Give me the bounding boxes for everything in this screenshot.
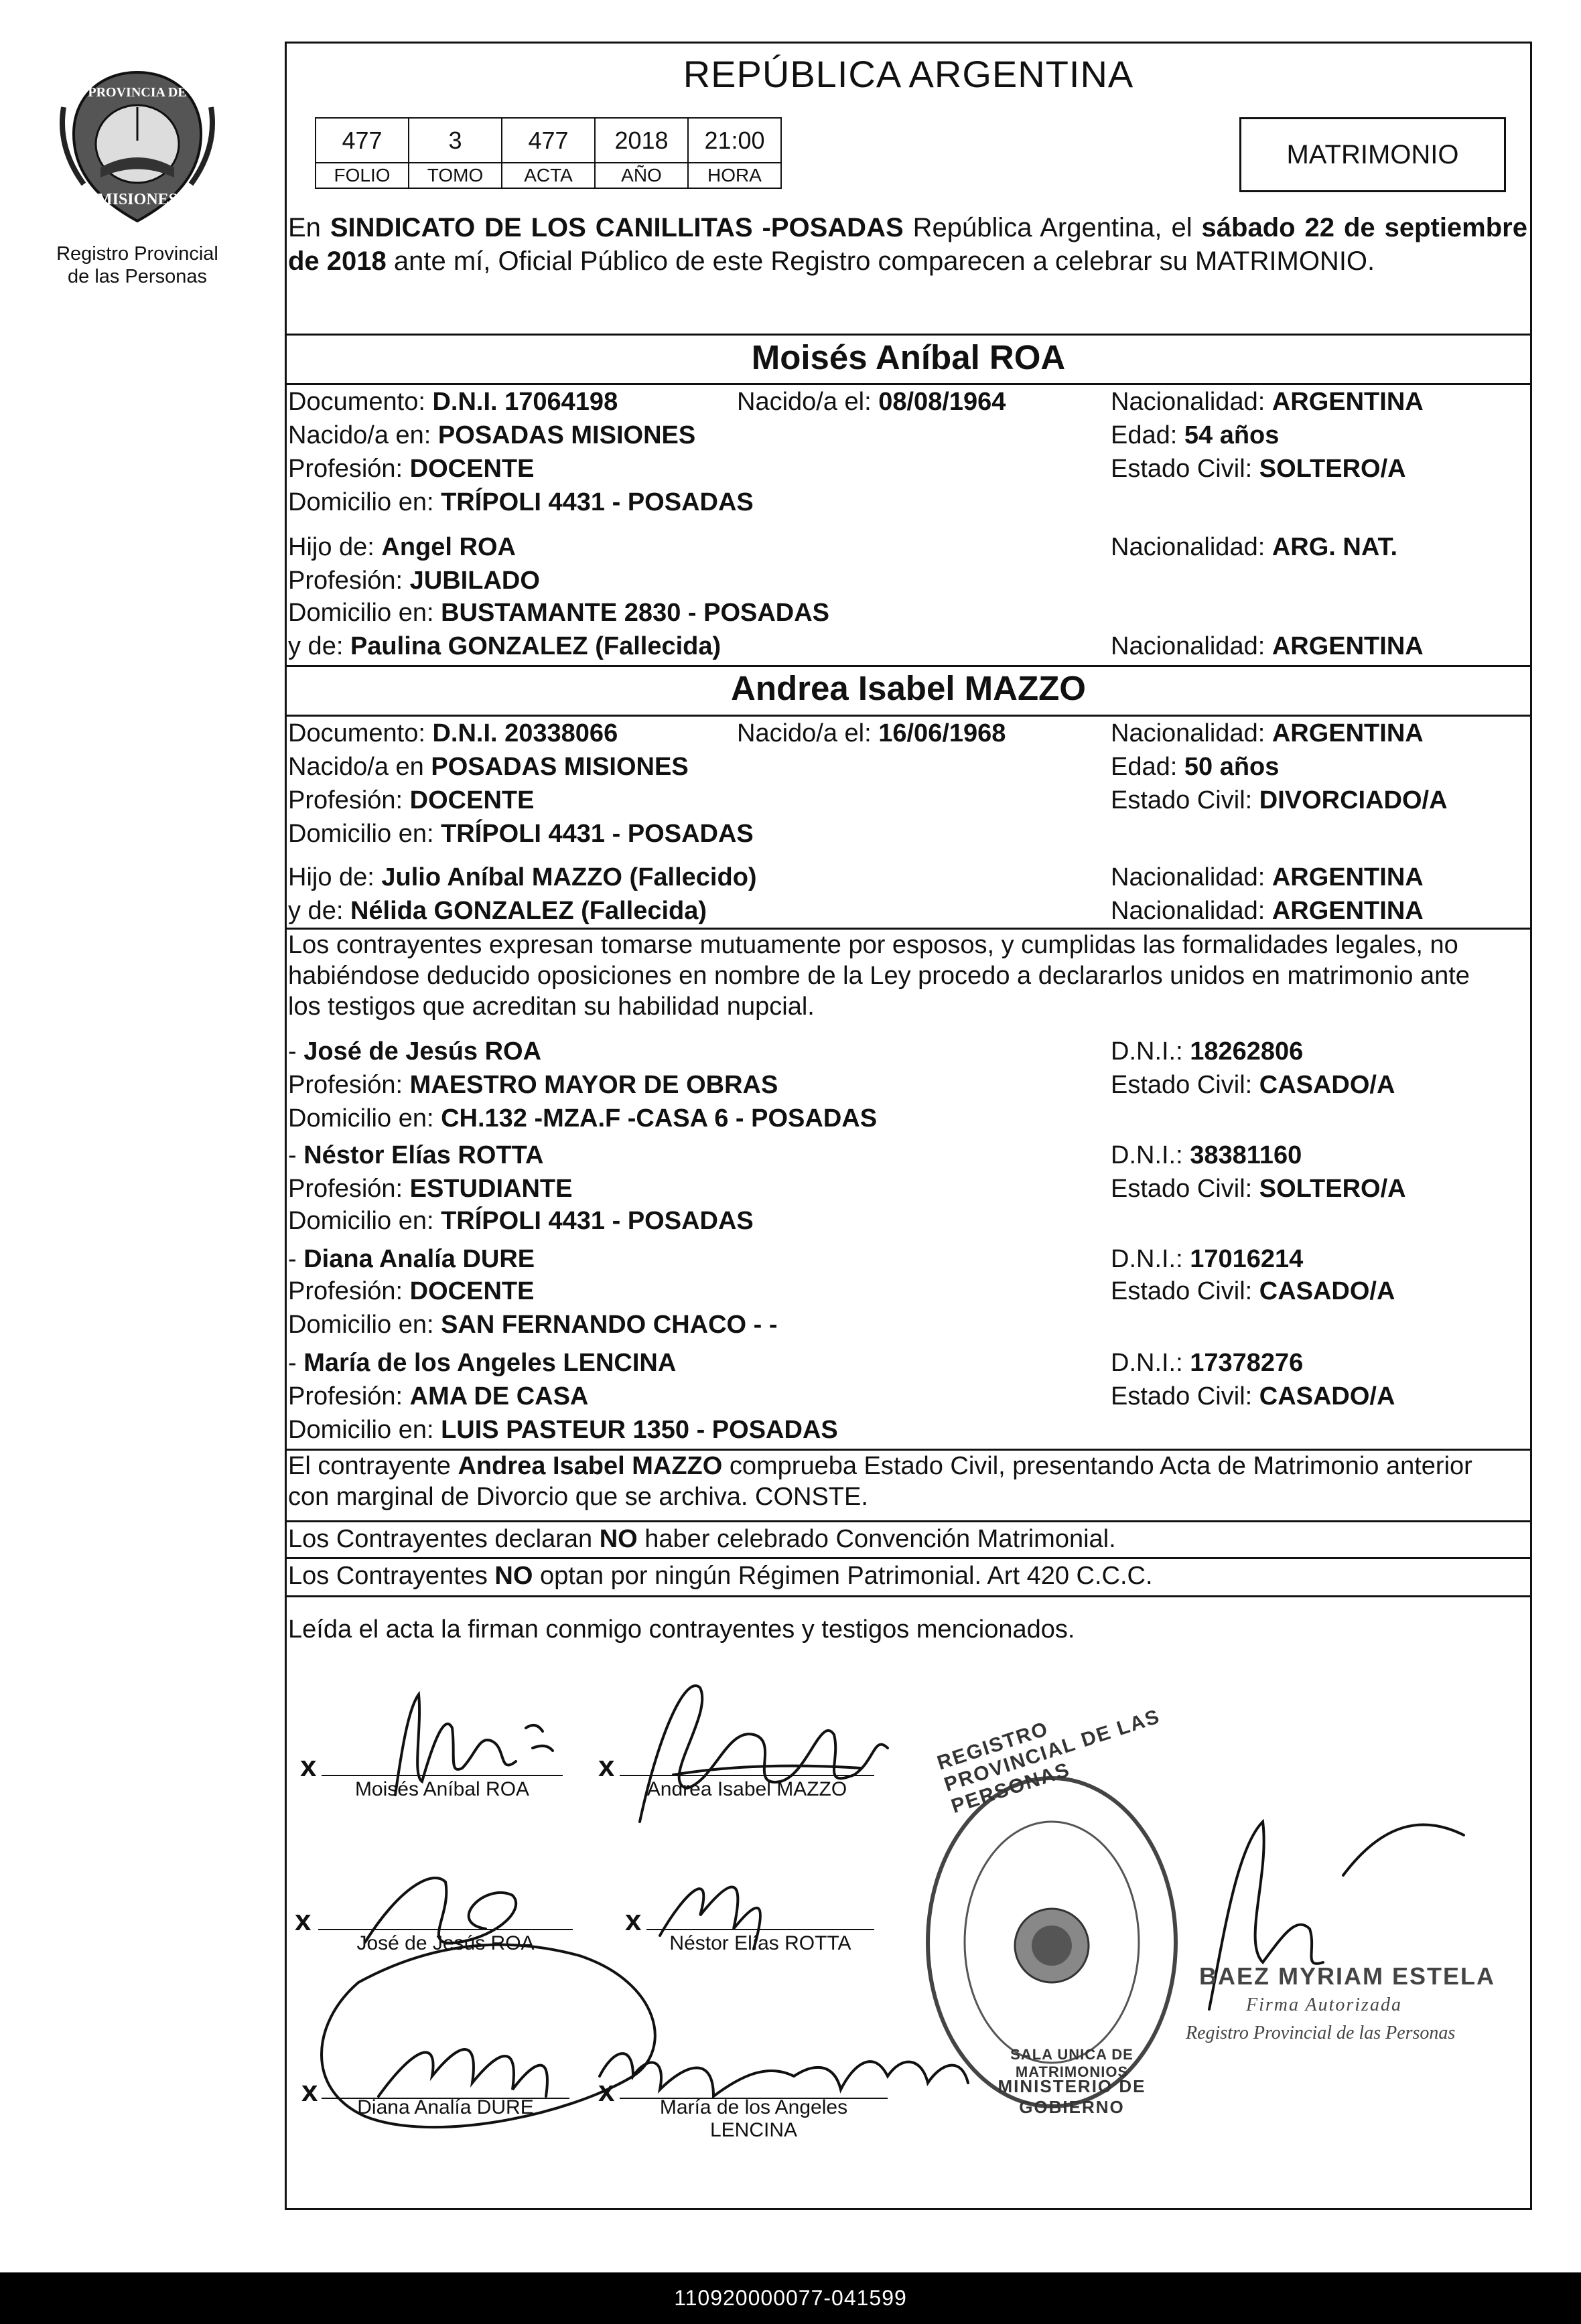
document-code-bar: 110920000077-041599 bbox=[0, 2272, 1581, 2324]
svg-text:PROVINCIA DE: PROVINCIA DE bbox=[88, 85, 187, 100]
signature-label-witness-4: María de los Angeles LENCINA bbox=[659, 2096, 848, 2141]
registry-name: Registro Provincial de las Personas bbox=[56, 243, 218, 287]
witness-4-address: Domicilio en: LUIS PASTEUR 1350 - POSADAS bbox=[288, 1416, 838, 1444]
hora-label: HORA bbox=[688, 163, 781, 188]
witness-3-profession: Profesión: DOCENTE bbox=[288, 1277, 535, 1305]
bride-name: Andrea Isabel MAZZO bbox=[731, 669, 1086, 707]
witness-4-dni: D.N.I.: 17378276 bbox=[1111, 1349, 1304, 1377]
witness-1-profession: Profesión: MAESTRO MAYOR DE OBRAS bbox=[288, 1071, 778, 1099]
witness-4-name: - María de los Angeles LENCINA bbox=[288, 1349, 677, 1377]
witness-3-dni: D.N.I.: 17016214 bbox=[1111, 1245, 1304, 1273]
convention-statement: Los Contrayentes declaran NO haber celebrado Convención Matrimonial. bbox=[288, 1525, 1116, 1553]
witness-1-dni: D.N.I.: 18262806 bbox=[1111, 1037, 1304, 1066]
signature-mark: x bbox=[598, 1750, 615, 1783]
anio-label: AÑO bbox=[595, 163, 688, 188]
witness-2-profession: Profesión: ESTUDIANTE bbox=[288, 1175, 573, 1203]
groom-birthplace: Nacido/a en: POSADAS MISIONES bbox=[288, 421, 696, 449]
groom-civil-status: Estado Civil: SOLTERO/A bbox=[1111, 455, 1406, 483]
hora-value: 21:00 bbox=[688, 118, 781, 163]
bride-father: Hijo de: Julio Aníbal MAZZO (Fallecido) bbox=[288, 863, 757, 891]
acta-value: 477 bbox=[502, 118, 595, 163]
divorce-note: El contrayente Andrea Isabel MAZZO comprueba Estado Civil, presentando Acta de Matrimonio anterior con marginal de Divorcio que se archiva. CONSTE. bbox=[288, 1452, 1472, 1511]
groom-mother-nationality: Nacionalidad: ARGENTINA bbox=[1111, 632, 1424, 660]
folio-value: 477 bbox=[316, 118, 409, 163]
officer-name: BAEZ MYRIAM ESTELA bbox=[1199, 1962, 1496, 1990]
registry-logo bbox=[37, 67, 238, 238]
groom-address: Domicilio en: TRÍPOLI 4431 - POSADAS bbox=[288, 488, 754, 516]
witness-1-name: - José de Jesús ROA bbox=[288, 1037, 542, 1066]
intro-paragraph: En SINDICATO DE LOS CANILLITAS -POSADAS República Argentina, el sábado 22 de septiembre de 2018 ante mí, Oficial Público de este Registro comparecen a celebrar su MATRIMONIO. bbox=[288, 213, 1527, 276]
groom-father-address: Domicilio en: BUSTAMANTE 2830 - POSADAS bbox=[288, 599, 830, 627]
ceremony-place: SINDICATO DE LOS CANILLITAS -POSADAS bbox=[330, 213, 904, 242]
stamp-outer-text: REGISTRO PROVINCIAL DE LAS PERSONAS bbox=[935, 1705, 1164, 1818]
officer-role: Firma Autorizada bbox=[1246, 1994, 1402, 2015]
groom-mother: y de: Paulina GONZALEZ (Fallecida) bbox=[288, 632, 721, 660]
groom-age: Edad: 54 años bbox=[1111, 421, 1280, 449]
divider bbox=[285, 665, 1532, 667]
document-type-box: MATRIMONIO bbox=[1239, 117, 1506, 192]
bride-mother: y de: Nélida GONZALEZ (Fallecida) bbox=[288, 897, 707, 925]
groom-father: Hijo de: Angel ROA bbox=[288, 533, 516, 561]
signature-label-bride: Andrea Isabel MAZZO bbox=[646, 1778, 847, 1800]
witness-2-address: Domicilio en: TRÍPOLI 4431 - POSADAS bbox=[288, 1207, 754, 1235]
witness-3-name: - Diana Analía DURE bbox=[288, 1245, 535, 1273]
acta-label: ACTA bbox=[502, 163, 595, 188]
signature-label-witness-2: Néstor Elías ROTTA bbox=[669, 1932, 851, 1954]
signature-mark: x bbox=[598, 2075, 615, 2108]
bride-profession: Profesión: DOCENTE bbox=[288, 786, 535, 814]
anio-value: 2018 bbox=[595, 118, 688, 163]
svg-text:MISIONES: MISIONES bbox=[96, 191, 178, 208]
witness-2-dni: D.N.I.: 38381160 bbox=[1111, 1141, 1302, 1169]
divider bbox=[285, 334, 1532, 336]
tomo-label: TOMO bbox=[409, 163, 502, 188]
signature-line bbox=[620, 1775, 874, 1776]
page-title: REPÚBLICA ARGENTINA bbox=[683, 53, 1134, 95]
signature-line bbox=[646, 1929, 874, 1930]
bride-mother-nationality: Nacionalidad: ARGENTINA bbox=[1111, 897, 1424, 925]
groom-father-nationality: Nacionalidad: ARG. NAT. bbox=[1111, 533, 1398, 561]
registry-seal-icon bbox=[37, 67, 238, 234]
groom-documento: Documento: D.N.I. 17064198 bbox=[288, 388, 618, 416]
signature-label-groom: Moisés Aníbal ROA bbox=[354, 1778, 530, 1800]
divider bbox=[285, 1595, 1532, 1597]
closing-statement: Leída el acta la firman conmigo contrayentes y testigos mencionados. bbox=[288, 1615, 1075, 1644]
witness-3-civil-status: Estado Civil: CASADO/A bbox=[1111, 1277, 1395, 1305]
witness-1-civil-status: Estado Civil: CASADO/A bbox=[1111, 1071, 1395, 1099]
witness-4-profession: Profesión: AMA DE CASA bbox=[288, 1382, 589, 1410]
signature-mark: x bbox=[300, 1750, 317, 1783]
signature-line bbox=[318, 1929, 573, 1930]
stamp-bottom-text: MINISTERIO DE GOBIERNO bbox=[998, 2076, 1146, 2117]
groom-profession: Profesión: DOCENTE bbox=[288, 455, 535, 483]
registry-data-table bbox=[315, 117, 782, 189]
witness-2-civil-status: Estado Civil: SOLTERO/A bbox=[1111, 1175, 1406, 1203]
groom-birthdate: Nacido/a el: 08/08/1964 bbox=[737, 388, 1006, 416]
signature-label-witness-1: José de Jesús ROA bbox=[356, 1932, 535, 1954]
bride-father-nationality: Nacionalidad: ARGENTINA bbox=[1111, 863, 1424, 891]
witness-4-civil-status: Estado Civil: CASADO/A bbox=[1111, 1382, 1395, 1410]
bride-civil-status: Estado Civil: DIVORCIADO/A bbox=[1111, 786, 1448, 814]
officer-organization: Registro Provincial de las Personas bbox=[1186, 2023, 1456, 2043]
signature-mark: x bbox=[625, 1904, 642, 1937]
bride-documento: Documento: D.N.I. 20338066 bbox=[288, 719, 618, 747]
groom-father-profession: Profesión: JUBILADO bbox=[288, 567, 540, 595]
ceremony-date: sábado 22 de septiembre de 2018 bbox=[288, 213, 1527, 276]
stamp-inner-text: SALA UNICA DE MATRIMONIOS bbox=[1010, 2046, 1133, 2080]
declaration-paragraph: Los contrayentes expresan tomarse mutuamente por esposos, y cumplidas las formalidades legales, no habiéndose deducido oposiciones en nombre de la Ley procedo a declararlos unidos en matrimonio ante los testigos que acreditan su habilidad nupcial. bbox=[288, 931, 1470, 1021]
bride-birthplace: Nacido/a en POSADAS MISIONES bbox=[288, 753, 689, 781]
signature-mark: x bbox=[295, 1904, 312, 1937]
witness-3-address: Domicilio en: SAN FERNANDO CHACO - - bbox=[288, 1311, 778, 1339]
bride-birthdate: Nacido/a el: 16/06/1968 bbox=[737, 719, 1006, 747]
patrimonial-regime-statement: Los Contrayentes NO optan por ningún Régimen Patrimonial. Art 420 C.C.C. bbox=[288, 1562, 1153, 1590]
bride-age: Edad: 50 años bbox=[1111, 753, 1280, 781]
groom-nationality: Nacionalidad: ARGENTINA bbox=[1111, 388, 1424, 416]
bride-address: Domicilio en: TRÍPOLI 4431 - POSADAS bbox=[288, 820, 754, 848]
witness-2-name: - Néstor Elías ROTTA bbox=[288, 1141, 544, 1169]
bride-nationality: Nacionalidad: ARGENTINA bbox=[1111, 719, 1424, 747]
signature-label-witness-3: Diana Analía DURE bbox=[357, 2096, 534, 2118]
groom-name: Moisés Aníbal ROA bbox=[751, 338, 1066, 376]
folio-label: FOLIO bbox=[316, 163, 409, 188]
signature-mark: x bbox=[301, 2075, 318, 2108]
tomo-value: 3 bbox=[409, 118, 502, 163]
signature-line bbox=[322, 1775, 563, 1776]
witness-1-address: Domicilio en: CH.132 -MZA.F -CASA 6 - POSADAS bbox=[288, 1104, 878, 1133]
